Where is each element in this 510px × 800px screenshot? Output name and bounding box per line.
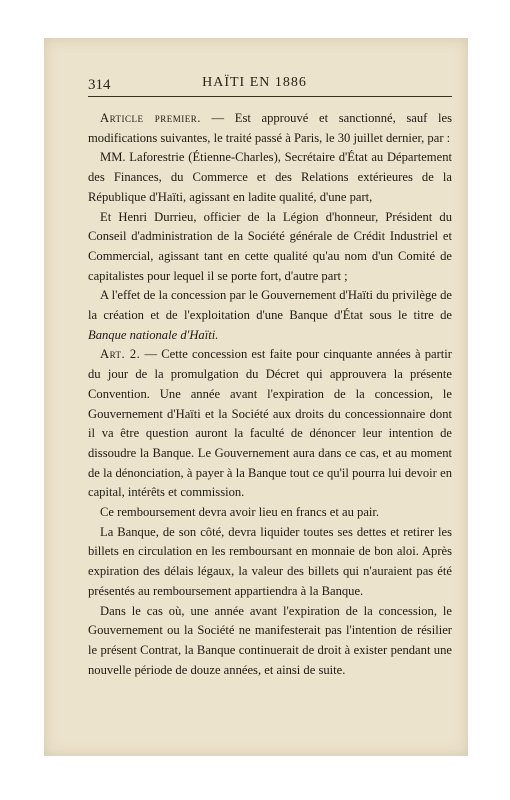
article-premier-label: Article premier. [100,111,201,125]
article-premier-text: — Est approuvé et sanctionné, sauf les modifications suivantes, le traité passé à Paris, le 30 juillet dernier, par : [88,111,452,145]
body-text [88,109,452,680]
article-2-paragraph [88,345,452,503]
header-rule [88,96,452,97]
article-2-text: — Cette concession est faite pour cinquante années à partir du jour de la promulgation du Décret qui approuvera la présente Convention. Une année avant l'expiration de la concession, le Gouvernement d'Haïti et la Société aux droits du concessionnaire dont il va être question auront la faculté de dénoncer leur intention de dissoudre la Banque. Le Gouvernement aura dans ce cas, et au moment de la dénonciation, à payer à la Banque tout ce qu'il pourra lui devoir en capital, intérêts et commission. [88,347,452,500]
paragraph-remboursement: Ce remboursement devra avoir lieu en francs et au pair. [100,505,380,520]
paragraph-laforestrie: MM. Laforestrie (Étienne-Charles), Secrétaire d'État au Département des Finances, du Commerce et des Relations extérieures de la République d'Haïti, agissant en ladite qualité, d'une part, [88,150,452,204]
paragraph-durrieu: Et Henri Durrieu, officier de la Légion d'honneur, Président du Conseil d'administration de la Société générale de Crédit Industriel et Commercial, agissant tant en cette qualité qu'au nom d'un Comité de capitalistes pour lequel il se porte fort, d'autre part ; [88,209,452,283]
concession-text: A l'effet de la concession par le Gouvernement d'Haïti du privilège de la création et de l'exploitation d'une Banque d'État sous le titre de [88,288,452,323]
page-header [57,47,452,93]
bank-name: Banque nationale d'Haïti. [88,327,219,342]
article-2-label: Art. 2. [100,347,141,362]
article-premier-paragraph [88,109,452,148]
paragraph-concession [88,286,452,345]
running-title: HAÏTI EN 1886 [202,75,307,90]
paragraph-banque-dettes: La Banque, de son côté, devra liquider toutes ses dettes et retirer les billets en circulation en les remboursant en monnaie de bon aloi. Après expiration des délais légaux, la valeur des billets qui n'auraient pas été présentés au remboursement appartiendra à la Banque. [88,524,452,598]
paragraph-renouvellement: Dans le cas où, une année avant l'expiration de la concession, le Gouvernement ou la Société ne manifesterait pas l'intention de résilier le présent Contrat, la Banque continuerait de droit à exister pendant une nouvelle période de douze années, et ainsi de suite. [88,603,452,677]
page-number: 314 [88,77,111,93]
